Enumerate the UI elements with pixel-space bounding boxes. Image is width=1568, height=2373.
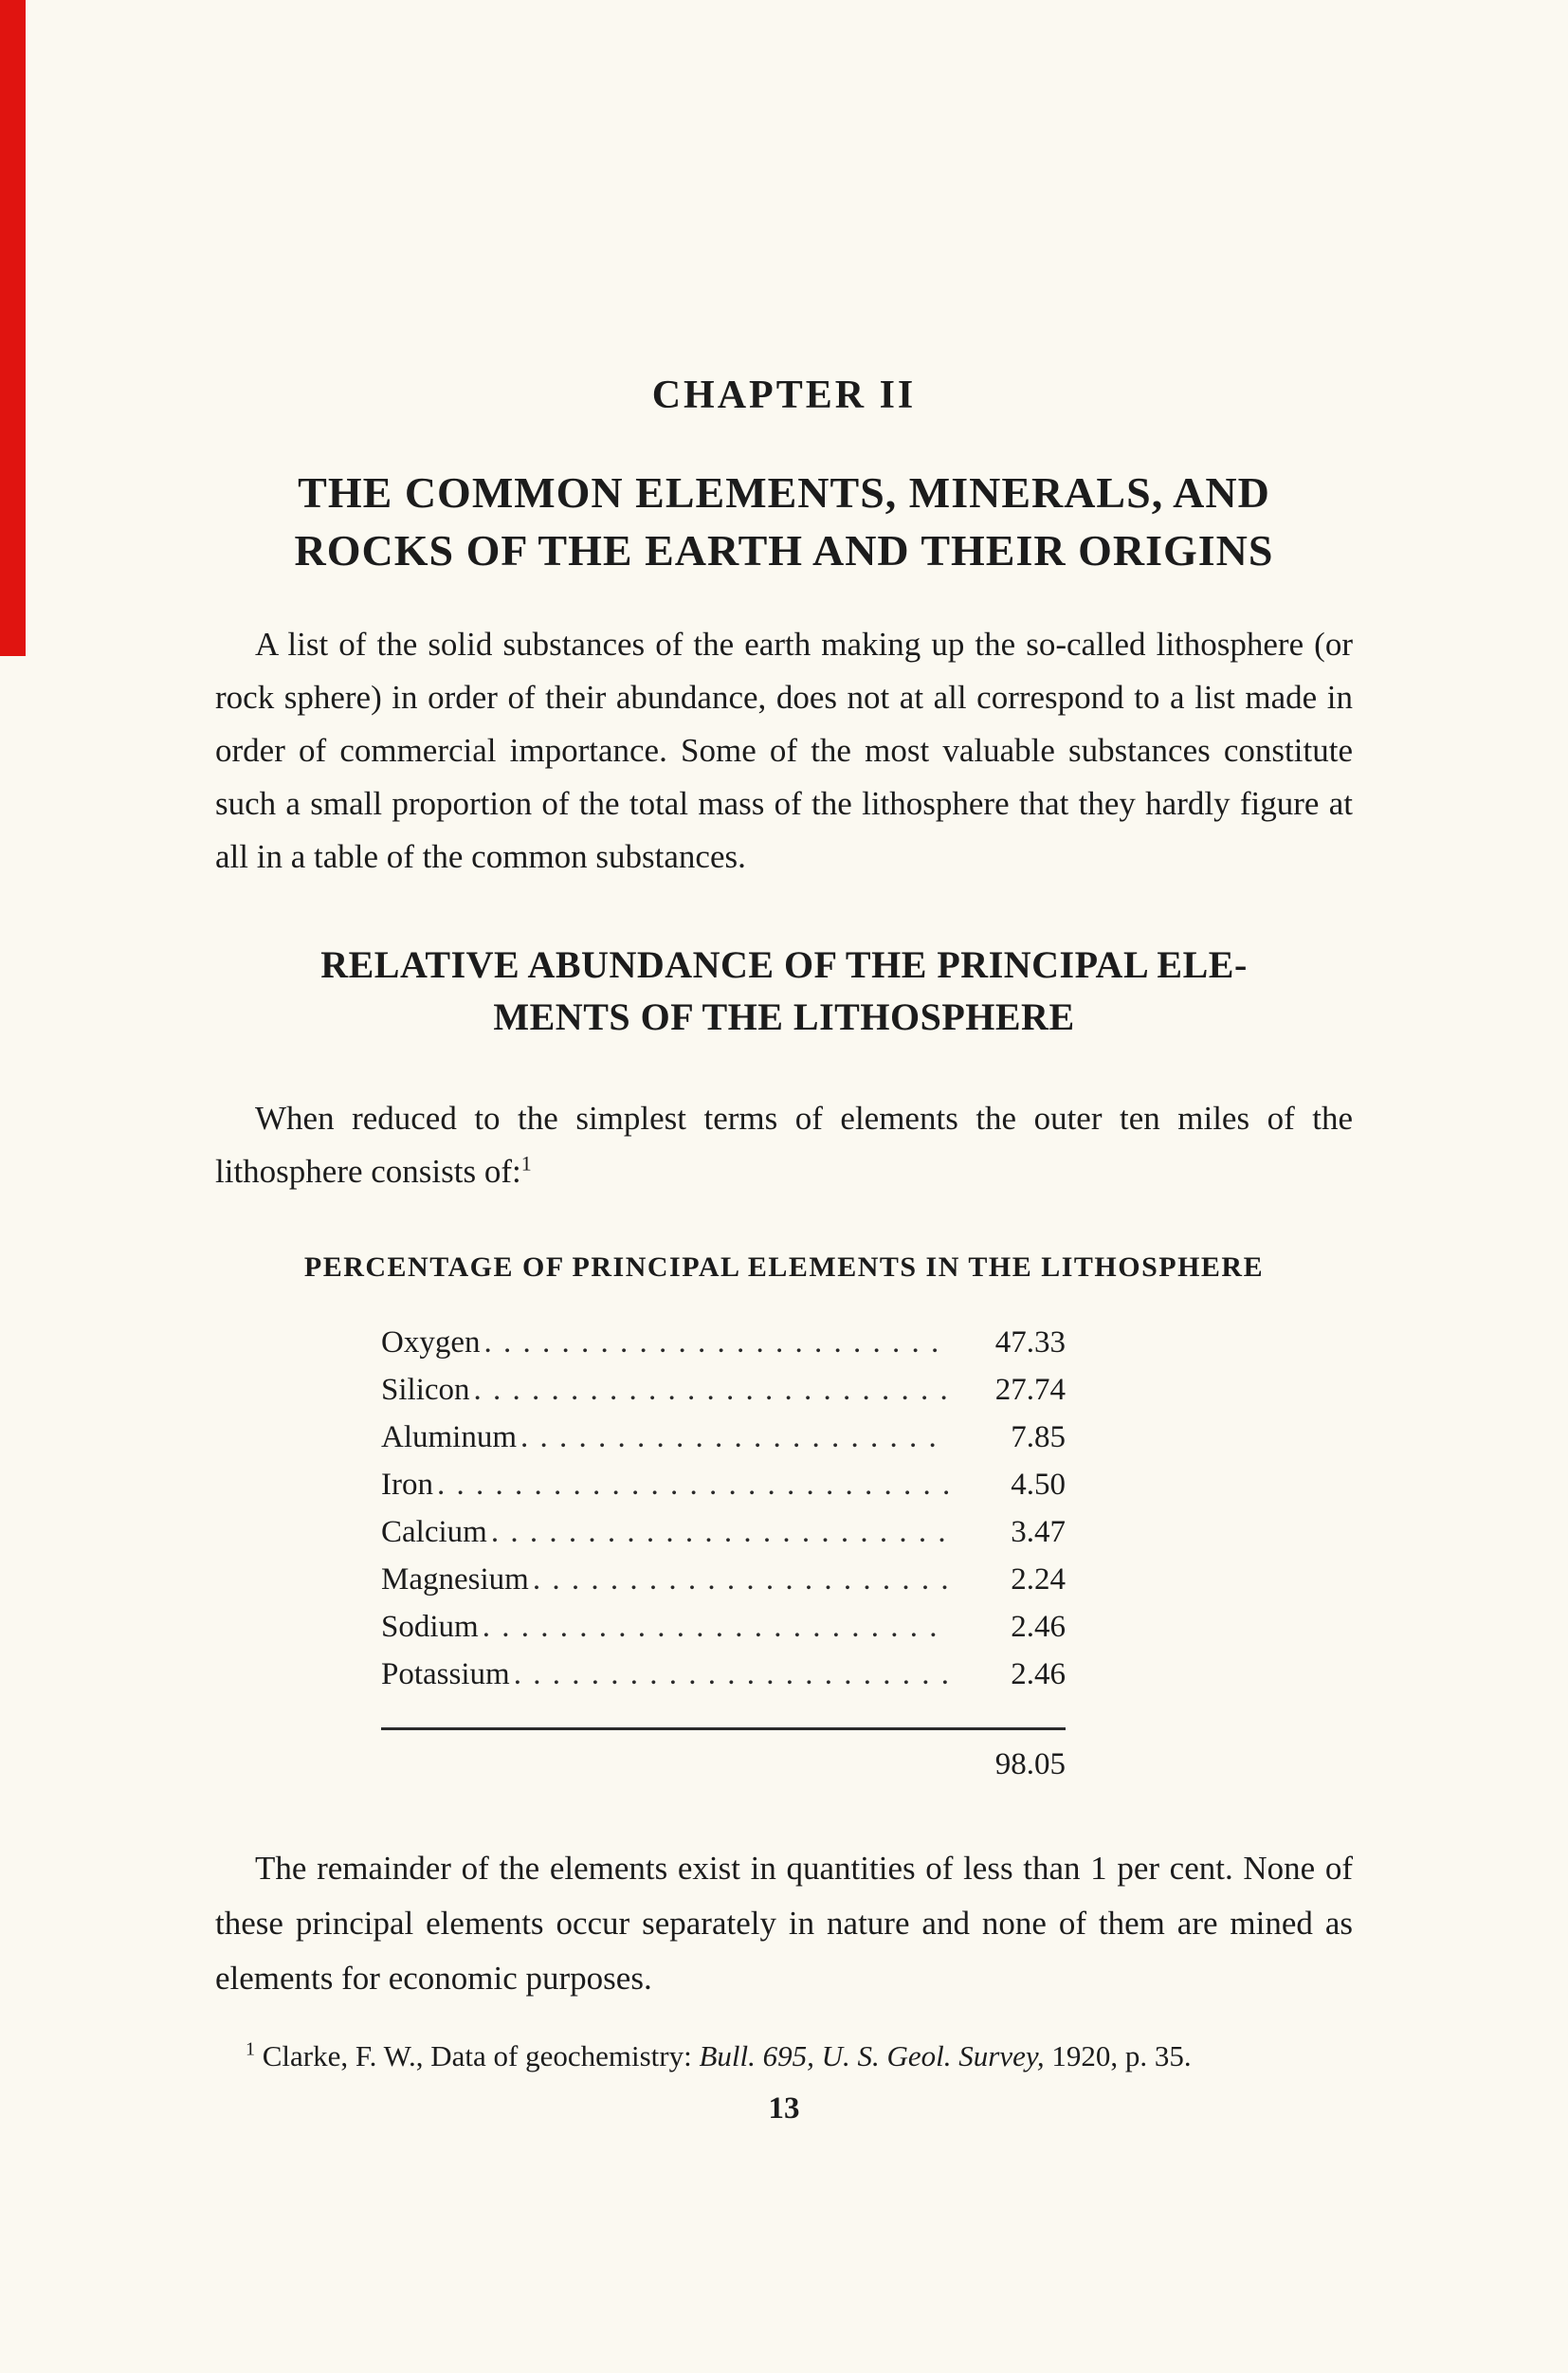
element-value: 47.33 <box>994 1325 1066 1360</box>
element-name: Aluminum <box>381 1420 518 1455</box>
element-name: Magnesium <box>381 1562 529 1597</box>
table-row <box>381 1515 1066 1562</box>
page-number: 13 <box>768 2091 800 2127</box>
footnote <box>215 2035 1353 2078</box>
paragraph-intro: A list of the solid substances of the earth making up the so-called lithosphere (or rock sphere) in order of their abundance, does not at all correspond to a list made in order of commercial importance. Some of the most valuable substances constitute such a small proportion of the total mass of the lithosphere that they hardly figure at all in a table of the common substances. <box>215 625 1353 875</box>
table-row <box>381 1468 1066 1515</box>
dot-leader <box>533 1562 950 1597</box>
dot-leader <box>437 1468 950 1503</box>
table-row <box>381 1562 1066 1610</box>
element-value: 2.46 <box>1011 1610 1066 1645</box>
element-value: 4.50 <box>1011 1468 1066 1503</box>
element-name: Potassium <box>381 1657 510 1692</box>
element-name: Iron <box>381 1468 433 1503</box>
chapter-title: CHAPTER II <box>651 374 917 417</box>
element-percentage-table <box>381 1325 1066 1782</box>
table-title: PERCENTAGE OF PRINCIPAL ELEMENTS IN THE LITHOSPHERE <box>303 1251 1265 1284</box>
footnote-reference-mark: 1 <box>520 1151 532 1176</box>
table-row <box>381 1420 1066 1468</box>
element-name: Oxygen <box>381 1325 481 1360</box>
lead-in-text: When reduced to the simplest terms of elements the outer ten miles of the lithosphere consists of: <box>215 1100 1353 1191</box>
element-value: 3.47 <box>1011 1515 1066 1550</box>
table-total-rule <box>381 1727 1066 1730</box>
footnote-text: Clarke, F. W., Data of geochemistry: <box>255 2039 700 2073</box>
dot-leader <box>520 1420 950 1455</box>
dot-leader <box>514 1657 950 1692</box>
element-value: 27.74 <box>994 1373 1066 1408</box>
element-value: 2.24 <box>1011 1562 1066 1597</box>
page-content <box>215 0 1353 2127</box>
dot-leader <box>491 1515 950 1550</box>
section-heading <box>215 939 1353 1043</box>
dot-leader <box>483 1610 950 1645</box>
table-total: 98.05 <box>994 1747 1066 1782</box>
main-heading-line2: ROCKS OF THE EARTH AND THEIR ORIGINS <box>294 526 1274 575</box>
table-row <box>381 1610 1066 1657</box>
scan-edge-red-strip <box>0 0 26 656</box>
dot-leader <box>483 1325 950 1360</box>
section-heading-line2: MENTS OF THE LITHOSPHERE <box>493 995 1075 1039</box>
main-heading-line1: THE COMMON ELEMENTS, MINERALS, AND <box>298 468 1270 518</box>
element-name: Silicon <box>381 1373 470 1408</box>
footnote-marker: 1 <box>246 2038 255 2060</box>
paragraph-remainder: The remainder of the elements exist in quantities of less than 1 per cent. None of these principal elements occur separately in nature and none of them are mined as elements for economic purposes. <box>215 1850 1353 1998</box>
section-heading-line1: RELATIVE ABUNDANCE OF THE PRINCIPAL ELE- <box>320 942 1248 986</box>
footnote-citation: Bull. 695, U. S. Geol. Survey, <box>699 2039 1045 2073</box>
table-row <box>381 1373 1066 1420</box>
paragraph-lead-in <box>215 1092 1353 1198</box>
element-name: Sodium <box>381 1610 479 1645</box>
element-value: 2.46 <box>1011 1657 1066 1692</box>
main-heading <box>215 465 1353 579</box>
dot-leader <box>474 1373 950 1408</box>
footnote-tail: 1920, p. 35. <box>1044 2039 1192 2073</box>
table-row <box>381 1657 1066 1705</box>
element-name: Calcium <box>381 1515 487 1550</box>
table-row <box>381 1325 1066 1373</box>
element-value: 7.85 <box>1011 1420 1066 1455</box>
